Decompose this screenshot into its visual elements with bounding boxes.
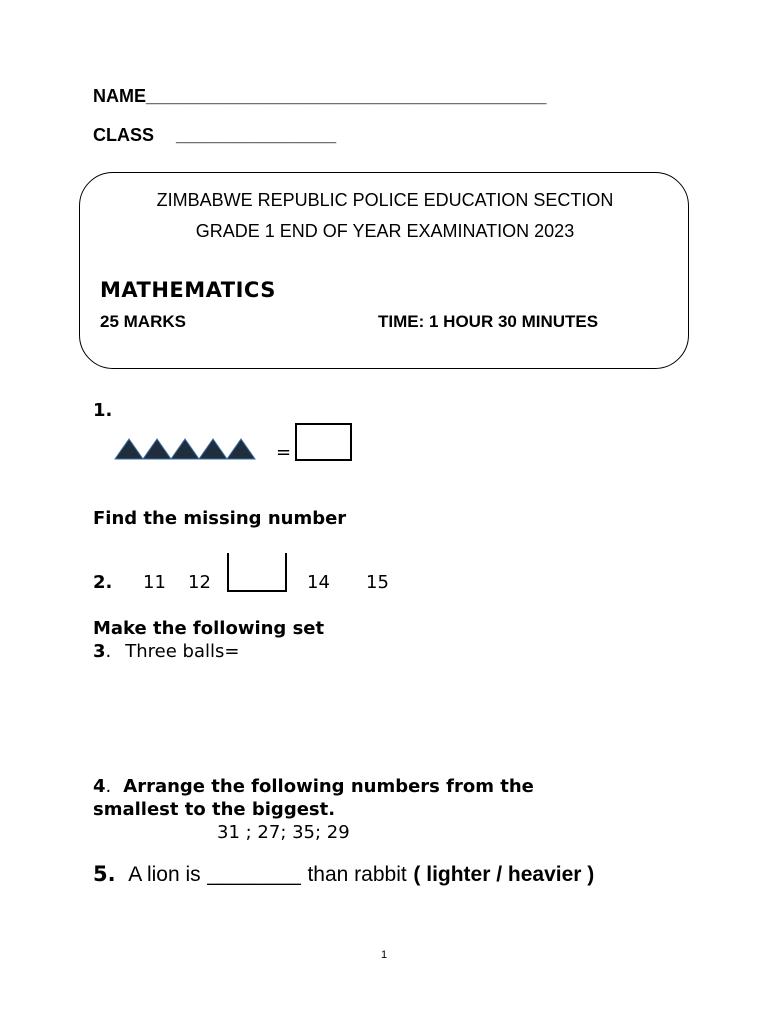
instruction-missing-number: Find the missing number [93,508,347,529]
q1-answer-box[interactable] [295,423,352,461]
instruction-make-set: Make the following set [93,618,325,639]
q5-line [93,862,594,887]
q2-value-15: 15 [366,572,389,593]
q5-text-after: than rabbit [307,863,407,886]
exam-title: GRADE 1 END OF YEAR EXAMINATION 2023 [195,221,575,241]
q4-dot: . [105,776,112,797]
subject-title: MATHEMATICS [100,278,276,302]
q2-value-11: 11 [143,572,166,593]
q2-number: 2. [93,572,113,593]
triangle-shape [115,439,143,459]
q4-text-line2: smallest to the biggest. [93,799,336,820]
name-label: NAME [93,86,146,106]
q5-text-before: A lion is [128,863,201,886]
q4-text-line1: Arrange the following numbers from the [123,776,534,797]
q3-answer-area[interactable] [93,670,673,770]
triangle-shape [199,439,227,459]
triangle-shape [143,439,171,459]
q3-number: 3 [93,641,106,662]
q4-line1 [93,776,534,797]
q5-number: 5. [93,862,116,886]
q3-dot: . [105,641,112,662]
q2-value-12: 12 [188,572,211,593]
q5-answer-blank[interactable]: ________ [207,863,301,886]
exam-header-box [79,172,689,369]
triangle-shape [171,439,199,459]
q3-text: Three balls= [125,641,240,662]
class-field [93,125,336,146]
q4-number: 4 [93,776,106,797]
q4-number-list: 31 ; 27; 35; 29 [217,822,350,843]
q2-answer-box[interactable] [227,553,287,592]
q1-number: 1. [93,400,113,421]
q3-line [93,641,239,662]
triangles-group [114,438,256,462]
q5-options: ( lighter / heavier ) [413,863,595,886]
institution-title: ZIMBABWE REPUBLIC POLICE EDUCATION SECTION [156,190,614,210]
q2-value-14: 14 [307,572,330,593]
page-number: 1 [380,949,388,961]
total-marks: 25 MARKS [100,312,186,331]
triangle-shape [227,439,255,459]
name-line[interactable]: ________________________________________ [146,86,547,106]
class-label: CLASS [93,125,155,145]
class-line[interactable]: ________________ [176,125,337,145]
name-field [93,86,546,107]
time-allowed: TIME: 1 HOUR 30 MINUTES [378,312,599,331]
q1-equals-sign: = [276,442,292,463]
